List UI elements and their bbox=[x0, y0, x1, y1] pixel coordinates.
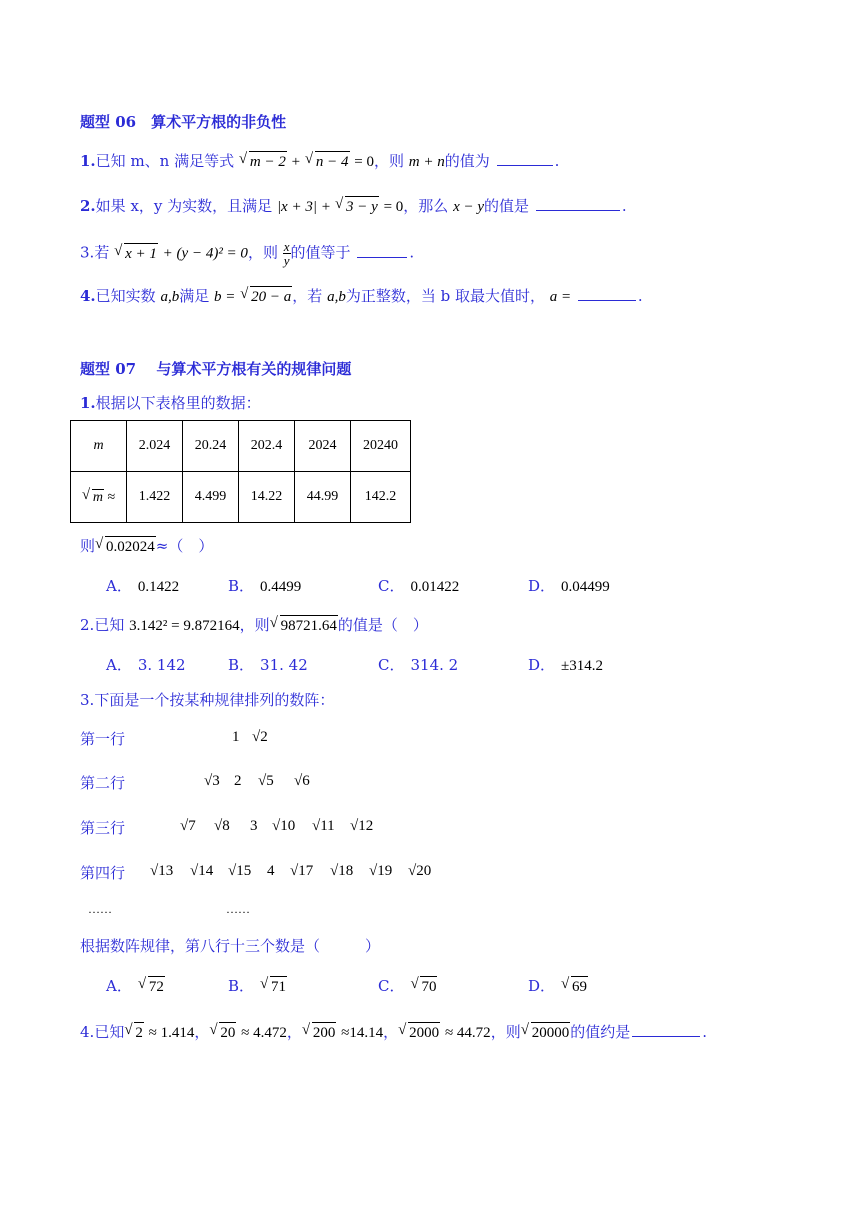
option-a[interactable]: A．√ 72 bbox=[106, 976, 165, 997]
table-cell: 142.2 bbox=[351, 472, 411, 523]
sqrt-expression: √ 0.02024 bbox=[95, 536, 156, 557]
array-row-label: 第二行 bbox=[80, 774, 126, 792]
array-item: √10 bbox=[272, 818, 296, 834]
option-b[interactable]: B．√ 71 bbox=[228, 976, 287, 997]
question-number: 1. bbox=[80, 152, 96, 170]
question-text: 的值等于 bbox=[290, 243, 351, 262]
sqrt-expression: √ 3 − y bbox=[335, 196, 379, 217]
math-variable: a,b bbox=[160, 289, 180, 305]
table-row bbox=[71, 472, 411, 523]
table-cell: 14.22 bbox=[239, 472, 295, 523]
question-07-1-ask bbox=[80, 536, 213, 557]
array-item: √18 bbox=[330, 863, 354, 879]
question-number: 3. bbox=[80, 691, 95, 709]
sqrt-expression: √ x + 1 bbox=[114, 243, 158, 264]
array-item: √2 bbox=[252, 729, 268, 745]
answer-blank[interactable] bbox=[497, 151, 553, 166]
approx-value: ≈14.14 bbox=[341, 1025, 384, 1041]
question-07-3 bbox=[80, 690, 334, 710]
option-d[interactable]: D． 0.04499 bbox=[528, 577, 610, 595]
sqrt-expression: √ 98721.64 bbox=[270, 615, 338, 636]
table-cell: 4.499 bbox=[183, 472, 239, 523]
answer-blank[interactable] bbox=[536, 196, 620, 211]
equals-zero: = 0 bbox=[354, 154, 374, 170]
question-text: ，则 bbox=[490, 1023, 521, 1041]
period: . bbox=[554, 152, 560, 170]
question-06-4 bbox=[80, 286, 643, 307]
array-item: 2 bbox=[234, 773, 242, 789]
section-06-title: 题型 06 算术平方根的非负性 bbox=[80, 113, 287, 131]
math-expression: m + n bbox=[408, 154, 445, 170]
question-07-2 bbox=[80, 615, 428, 636]
table-cell: 2024 bbox=[295, 421, 351, 472]
approx-value: ≈ 44.72 bbox=[444, 1025, 491, 1041]
sqrt-expression: √ 20 − a bbox=[240, 286, 292, 307]
sqrt-expression: √ 2 bbox=[124, 1022, 144, 1043]
option-b[interactable]: B． 0.4499 bbox=[228, 577, 302, 595]
question-text: 则 bbox=[80, 537, 96, 555]
period: . bbox=[637, 287, 643, 305]
array-row-label: 第四行 bbox=[80, 864, 126, 882]
option-d[interactable]: D．√ 69 bbox=[528, 976, 588, 997]
question-06-2 bbox=[80, 196, 627, 217]
sqrt-expression: √ n − 4 bbox=[305, 151, 350, 172]
math-variable: a,b bbox=[327, 289, 346, 305]
comma: ， bbox=[286, 1023, 302, 1041]
plus-sign: + bbox=[291, 154, 301, 170]
option-c[interactable]: C． 314. 2 bbox=[378, 656, 459, 674]
array-item: √8 bbox=[214, 818, 230, 834]
comma: ， bbox=[383, 1023, 399, 1041]
abs-expression: |x + 3| bbox=[276, 199, 317, 215]
approx-value: ≈ 4.472 bbox=[241, 1025, 287, 1041]
question-text: ，则 bbox=[239, 616, 270, 634]
sqrt-expression: √ 200 bbox=[302, 1022, 337, 1043]
period: . bbox=[409, 243, 415, 262]
data-table bbox=[70, 420, 411, 523]
question-text: 已知 bbox=[94, 616, 125, 634]
table-cell: 2.024 bbox=[127, 421, 183, 472]
question-number: 1. bbox=[80, 394, 96, 412]
option-b[interactable]: B． 31. 42 bbox=[228, 656, 308, 674]
array-item: √12 bbox=[350, 818, 374, 834]
plus-sign: + bbox=[321, 199, 331, 215]
array-item: √19 bbox=[369, 863, 393, 879]
section-07-title: 题型 07 与算术平方根有关的规律问题 bbox=[80, 360, 352, 378]
option-a[interactable]: A． 0.1422 bbox=[106, 577, 180, 595]
question-07-1 bbox=[80, 393, 261, 413]
option-c[interactable]: C．√ 70 bbox=[378, 976, 437, 997]
question-text: 已知 bbox=[94, 1023, 125, 1041]
option-d[interactable]: D． ±314.2 bbox=[528, 656, 604, 674]
question-text: 的值约是 bbox=[570, 1023, 631, 1041]
fraction-x-over-y: $\frac{x}{y}$ bbox=[283, 239, 290, 268]
array-item: √5 bbox=[258, 773, 274, 789]
array-item: √13 bbox=[150, 863, 174, 879]
equals-zero: = 0 bbox=[383, 199, 404, 215]
question-text: 如果 x，y 为实数，且满足 bbox=[95, 197, 273, 215]
array-item: √7 bbox=[180, 818, 196, 834]
math-expression: b = bbox=[214, 289, 236, 305]
sqrt-expression: √ 2000 bbox=[398, 1022, 440, 1043]
array-item: √20 bbox=[408, 863, 432, 879]
question-07-4 bbox=[80, 1022, 707, 1043]
table-cell: 20240 bbox=[351, 421, 411, 472]
array-item: √15 bbox=[228, 863, 252, 879]
math-expression: x − y bbox=[453, 199, 485, 215]
question-number: 3. bbox=[80, 243, 95, 262]
question-text: ，那么 bbox=[403, 197, 449, 215]
period: . bbox=[702, 1023, 707, 1041]
question-text: 的值是 bbox=[484, 197, 530, 215]
question-text: 为正整数，当 b 取最大值时， bbox=[345, 287, 545, 305]
question-text: ，则 bbox=[374, 152, 405, 170]
question-number: 2. bbox=[80, 197, 96, 215]
table-row bbox=[71, 421, 411, 472]
array-row-label: 第一行 bbox=[80, 730, 126, 748]
array-item: √6 bbox=[294, 773, 310, 789]
answer-blank[interactable] bbox=[357, 243, 407, 258]
array-item: 4 bbox=[267, 863, 275, 879]
question-text: 的值为 bbox=[444, 152, 490, 170]
array-item: √11 bbox=[312, 818, 335, 834]
question-text: ，则 bbox=[247, 243, 278, 262]
array-item: √17 bbox=[290, 863, 314, 879]
question-text: 满足 bbox=[179, 287, 210, 305]
math-expression: 3.142² = 9.872164 bbox=[129, 618, 240, 634]
period: . bbox=[621, 197, 627, 215]
question-number: 4. bbox=[80, 1023, 95, 1041]
answer-blank[interactable] bbox=[632, 1022, 700, 1037]
question-text: 已知 m、n 满足等式 bbox=[95, 152, 235, 170]
array-item: 1 bbox=[232, 729, 240, 745]
table-cell: 20.24 bbox=[183, 421, 239, 472]
sqrt-expression: √ 20 bbox=[209, 1022, 236, 1043]
question-text: 下面是一个按某种规律排列的数阵： bbox=[94, 691, 335, 709]
question-text: 的值是（ ） bbox=[337, 616, 428, 634]
table-cell: 1.422 bbox=[127, 472, 183, 523]
approx-value: ≈ 1.414 bbox=[148, 1025, 195, 1041]
math-expression: + (y − 4)² = 0 bbox=[162, 245, 248, 262]
question-text: ≈（ ） bbox=[155, 537, 214, 555]
ellipsis: …… bbox=[88, 902, 112, 916]
table-cell: m bbox=[71, 421, 127, 472]
sqrt-expression: √ m − 2 bbox=[239, 151, 287, 172]
sqrt-expression: √ 20000 bbox=[521, 1022, 571, 1043]
table-cell: √ m ≈ bbox=[71, 472, 127, 523]
question-text: 若 bbox=[94, 243, 110, 262]
question-text: 已知实数 bbox=[95, 287, 156, 305]
question-text: ，若 bbox=[292, 287, 323, 305]
option-c[interactable]: C． 0.01422 bbox=[378, 577, 460, 595]
math-expression: a = bbox=[549, 289, 572, 305]
question-06-3 bbox=[80, 240, 414, 267]
array-row-label: 第三行 bbox=[80, 819, 126, 837]
answer-blank[interactable] bbox=[578, 286, 636, 301]
array-item: √3 bbox=[204, 773, 220, 789]
array-item: √14 bbox=[190, 863, 214, 879]
option-a[interactable]: A． 3. 142 bbox=[106, 656, 186, 674]
question-07-3-ask: 根据数阵规律，第八行十三个数是（ ） bbox=[80, 937, 381, 955]
comma: ， bbox=[194, 1023, 210, 1041]
question-number: 2. bbox=[80, 616, 95, 634]
question-06-1 bbox=[80, 151, 559, 172]
array-item: 3 bbox=[250, 818, 258, 834]
question-text: 根据以下表格里的数据： bbox=[95, 394, 261, 412]
question-number: 4. bbox=[80, 287, 96, 305]
table-cell: 44.99 bbox=[295, 472, 351, 523]
table-cell: 202.4 bbox=[239, 421, 295, 472]
ellipsis: …… bbox=[226, 902, 250, 916]
